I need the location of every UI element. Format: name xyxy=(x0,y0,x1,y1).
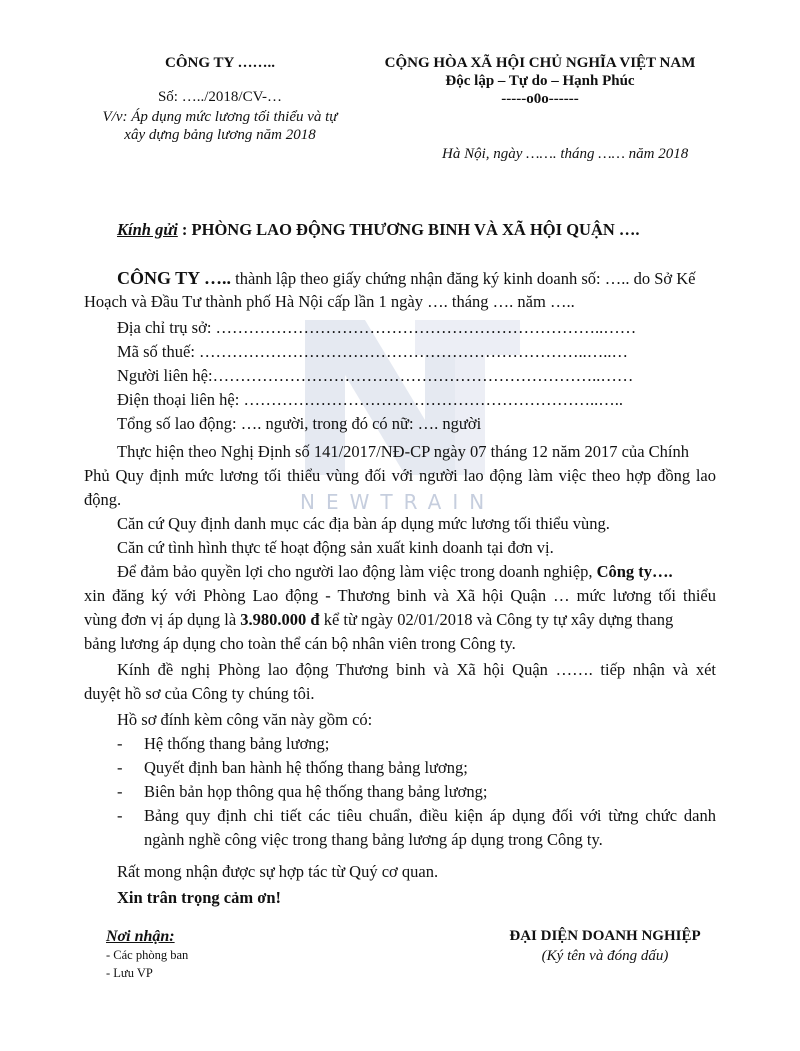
recipient-name: PHÒNG LAO ĐỘNG THƯƠNG BINH VÀ XÃ HỘI QUẬN …. xyxy=(191,220,640,239)
para-6: Hồ sơ đính kèm công văn này gồm có: xyxy=(117,710,373,729)
recipient-sep: : xyxy=(177,220,192,239)
para-4-line-3 xyxy=(84,610,673,630)
date-line: Hà Nội, ngày ……. tháng …… năm 2018 xyxy=(442,146,689,162)
bullet-4: - xyxy=(117,806,123,825)
para-4-line-3-c: kể từ ngày 02/01/2018 và Công ty tự xây dựng thang xyxy=(319,610,674,629)
recipients-title: Nơi nhận: xyxy=(106,928,175,945)
company-name: CÔNG TY …….. xyxy=(164,55,275,71)
subject-line-1: V/v: Áp dụng mức lương tối thiểu và tự xyxy=(102,109,338,125)
para-5-line-2: duyệt hồ sơ của Công ty chúng tôi. xyxy=(84,684,315,703)
intro-company: CÔNG TY ….. xyxy=(117,268,232,288)
para-4-line-3-a: vùng đơn vị áp dụng là xyxy=(84,610,241,629)
closing-thanks: Xin trân trọng cảm ơn! xyxy=(117,888,282,907)
para-4-line-1-text: Để đảm bảo quyền lợi cho người lao động làm việc trong doanh nghiệp, xyxy=(117,562,597,581)
intro-line-1 xyxy=(117,268,696,289)
bullet-1: - xyxy=(117,734,123,753)
signer-title: ĐẠI DIỆN DOANH NGHIỆP xyxy=(509,928,701,944)
para-4-line-2: xin đăng ký với Phòng Lao động - Thương binh và Xã hội Quận … mức lương tối thiểu xyxy=(84,586,716,605)
subject-line-2: xây dựng bảng lương năm 2018 xyxy=(124,127,316,143)
intro-line-2: Hoạch và Đầu Tư thành phố Hà Nội cấp lần 1 ngày …. tháng …. năm ….. xyxy=(84,292,575,311)
recipient-line xyxy=(117,220,640,240)
para-4-company: Công ty…. xyxy=(596,562,673,581)
signer-note: (Ký tên và đóng dấu) xyxy=(541,948,669,964)
para-5-line-1: Kính đề nghị Phòng lao động Thương binh và Xã hội Quận ……. tiếp nhận và xét xyxy=(117,660,716,679)
attachment-item-3: Biên bản họp thông qua hệ thống thang bảng lương; xyxy=(144,782,488,801)
para-4-line-1 xyxy=(117,562,673,582)
closing-hope: Rất mong nhận được sự hợp tác từ Quý cơ quan. xyxy=(117,862,439,881)
intro-line-1-text: thành lập theo giấy chứng nhận đăng ký kinh doanh số: ….. do Sở Kế xyxy=(231,269,696,288)
field-contact-phone: Điện thoại liên hệ: ………………………………………………………..….. xyxy=(117,390,623,409)
document-number: Số: …../2018/CV-… xyxy=(157,89,283,105)
field-contact-person: Người liên hệ:……………………………………………………………..…… xyxy=(117,366,634,385)
ornament: -----o0o------ xyxy=(501,91,579,107)
attachment-item-4-cont: ngành nghề công việc trong thang bảng lương áp dụng trong Công ty. xyxy=(144,830,603,849)
recipient-label: Kính gửi xyxy=(117,220,178,239)
para-2: Căn cứ Quy định danh mục các địa bàn áp dụng mức lương tối thiểu vùng. xyxy=(117,514,610,533)
attachment-item-1: Hệ thống thang bảng lương; xyxy=(144,734,330,753)
bullet-2: - xyxy=(117,758,123,777)
recipients-item-2: - Lưu VP xyxy=(106,966,153,980)
para-1-line-1: Thực hiện theo Nghị Định số 141/2017/NĐ-CP ngày 07 tháng 12 năm 2017 của Chính xyxy=(117,442,690,461)
bullet-3: - xyxy=(117,782,123,801)
field-employee-count: Tổng số lao động: …. người, trong đó có nữ: …. người xyxy=(117,414,482,433)
recipients-item-1: - Các phòng ban xyxy=(106,948,189,962)
watermark-text: NEWTRAIN xyxy=(300,490,496,514)
attachment-item-2: Quyết định ban hành hệ thống thang bảng lương; xyxy=(144,758,468,777)
attachment-item-4: Bảng quy định chi tiết các tiêu chuẩn, điều kiện áp dụng đối với từng chức danh xyxy=(144,806,716,825)
minimum-wage-amount: 3.980.000 đ xyxy=(240,610,320,629)
para-1-line-2: Phủ Quy định mức lương tối thiểu vùng đối với người lao động làm việc theo hợp đồng lao xyxy=(84,466,716,485)
para-3: Căn cứ tình hình thực tế hoạt động sản xuất kinh doanh tại đơn vị. xyxy=(117,538,554,557)
nation-title: CỘNG HÒA XÃ HỘI CHỦ NGHĨA VIỆT NAM xyxy=(384,55,696,71)
para-4-line-4: bảng lương áp dụng cho toàn thể cán bộ nhân viên trong Công ty. xyxy=(84,634,516,653)
field-tax-code: Mã số thuế: ……………………………………………………………..…..… xyxy=(117,342,629,361)
field-address: Địa chỉ trụ sở: ……………………………………………………………..…… xyxy=(117,318,637,337)
motto: Độc lập – Tự do – Hạnh Phúc xyxy=(445,73,635,89)
para-1-line-3: động. xyxy=(84,490,122,509)
